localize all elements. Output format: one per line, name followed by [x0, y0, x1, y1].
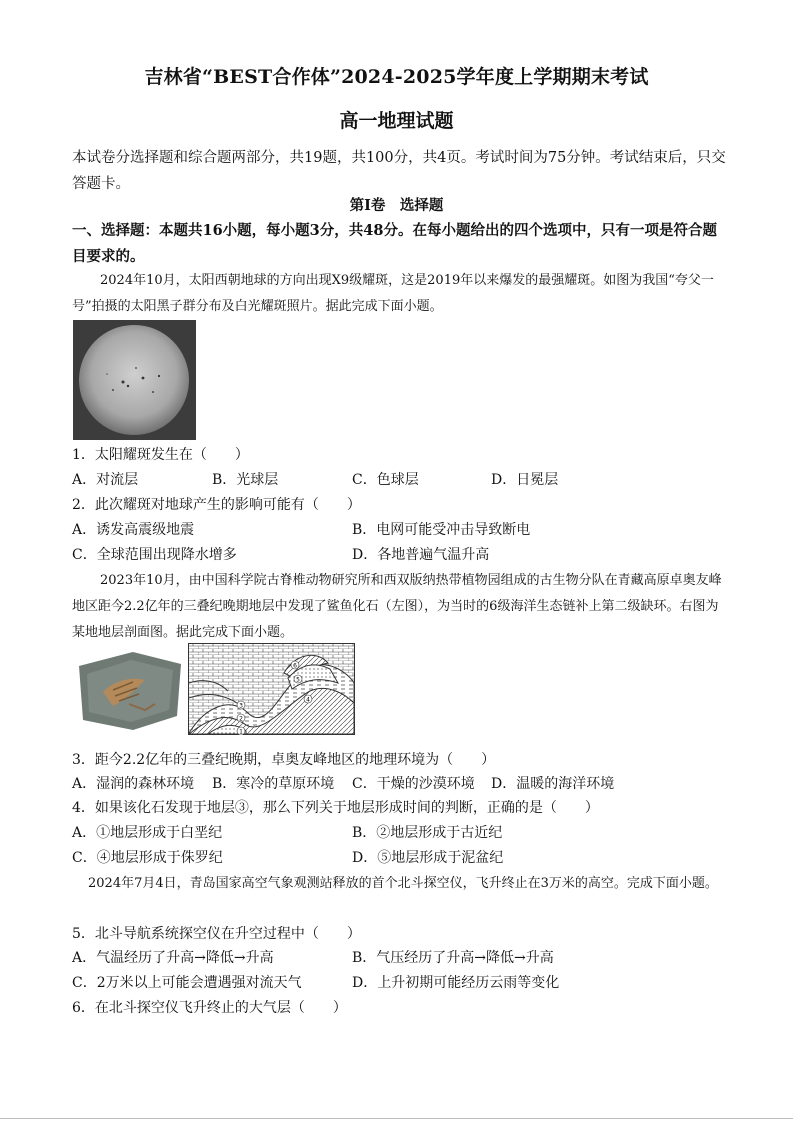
q2-option-b[interactable]: B．电网可能受冲击导致断电	[352, 522, 531, 538]
q5-option-a[interactable]: A．气温经历了升高→降低→升高	[72, 950, 274, 966]
q2-option-d[interactable]: D．各地普遍气温升高	[352, 547, 490, 563]
q1-option-b[interactable]: B．光球层	[212, 472, 279, 488]
strata-label-5: 5	[296, 676, 300, 684]
q1-option-d[interactable]: D．日冕层	[491, 472, 559, 488]
question-5: 5．北斗导航系统探空仪在升空过程中（ ）	[72, 926, 361, 942]
q5-option-d[interactable]: D．上升初期可能经历云雨等变化	[352, 975, 560, 991]
section-title: 第Ⅰ卷 选择题	[349, 197, 444, 214]
q4-option-d[interactable]: D．⑤地层形成于泥盆纪	[352, 850, 504, 866]
q3-option-d[interactable]: D．温暖的海洋环境	[491, 776, 615, 792]
q4-option-a[interactable]: A．①地层形成于白垩纪	[72, 825, 223, 841]
passage-solar-flare: 2024年10月，太阳西朝地球的方向出现X9级耀斑，这是2019年以来爆发的最强耀斑。如图为我国“夸父一号”拍摄的太阳黑子群分布及白光耀斑照片。据此完成下面小题。	[72, 273, 714, 314]
q3-option-b[interactable]: B．寒冷的草原环境	[212, 776, 335, 792]
exam-subtitle: 高一地理试题	[339, 110, 454, 132]
exam-title: 吉林省“BEST合作体”2024-2025学年度上学期期末考试	[144, 66, 649, 88]
passage-shark-fossil: 2023年10月，由中国科学院古脊椎动物研究所和西双版纳热带植物园组成的古生物分队在青藏高原卓奥友峰地区距今2.2亿年的三叠纪晚期地层中发现了鲨鱼化石（左图），为当时的6级海洋生态链补上第二级缺环。右图为某地地层剖面图。据此完成下面小题。	[72, 573, 722, 640]
strata-label-4: 4	[306, 696, 310, 704]
strata-cross-section	[188, 643, 355, 735]
q3-option-a[interactable]: A．湿润的森林环境	[72, 776, 195, 792]
sun-photo	[73, 320, 196, 440]
q2-option-c[interactable]: C．全球范围出现降水增多	[72, 547, 237, 563]
page-bottom-rule	[0, 1118, 793, 1119]
question-3: 3．距今2.2亿年的三叠纪晚期，卓奥友峰地区的地理环境为（ ）	[72, 752, 496, 768]
q5-option-b[interactable]: B．气压经历了升高→降低→升高	[352, 950, 554, 966]
exam-instructions: 本试卷分选择题和综合题两部分，共19题，共100分，共4页。考试时间为75分钟。考试结束后，只交答题卡。	[72, 150, 726, 192]
strata-label-2: 2	[239, 715, 243, 723]
q1-option-a[interactable]: A．对流层	[72, 472, 139, 488]
q4-option-b[interactable]: B．②地层形成于古近纪	[352, 825, 503, 841]
q2-option-a[interactable]: A．诱发高震级地震	[72, 522, 195, 538]
question-1: 1．太阳耀斑发生在（ ）	[72, 447, 249, 463]
part-heading: 一、选择题：本题共16小题，每小题3分，共48分。在每小题给出的四个选项中，只有一项是符合题目要求的。	[72, 222, 717, 265]
q4-option-c[interactable]: C．④地层形成于侏罗纪	[72, 850, 223, 866]
question-6: 6．在北斗探空仪飞升终止的大气层（ ）	[72, 1000, 347, 1016]
q3-option-c[interactable]: C．干燥的沙漠环境	[352, 776, 475, 792]
strata-label-6: 6	[293, 662, 297, 670]
strata-label-1: 1	[239, 728, 243, 735]
q5-option-c[interactable]: C．2万米以上可能会遭遇强对流天气	[72, 975, 302, 991]
question-4: 4．如果该化石发现于地层③，那么下列关于地层形成时间的判断，正确的是（ ）	[72, 800, 599, 816]
q1-option-c[interactable]: C．色球层	[352, 472, 419, 488]
passage-sounding: 2024年7月4日，青岛国家高空气象观测站释放的首个北斗探空仪，飞升终止在3万米的高空。完成下面小题。	[88, 876, 718, 891]
question-2: 2．此次耀斑对地球产生的影响可能有（ ）	[72, 497, 361, 513]
strata-label-3: 3	[239, 702, 243, 710]
shark-fossil-photo	[73, 646, 185, 734]
